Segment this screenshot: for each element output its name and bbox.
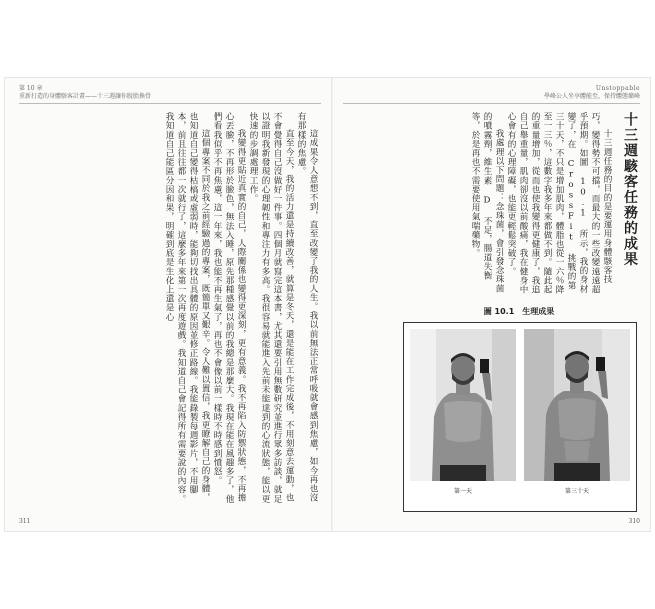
book-spread xyxy=(5,78,650,531)
figure-number: 圖 10.1 xyxy=(483,307,515,316)
paragraph: 直至今天，我的活力還是持續改善，就算是冬天，還是能在工作完成後，不用刻意去運動，也不會覺得自己沒做好一件事。四個月就寫完這本書，尤其還要引用無數研究並進行眾多訪談，就足以證明我新發現的心理韌性和專注力有多高。我很容易就能進入先前未能達到的心流狀態，能以更快速的步調處理工作。 xyxy=(248,112,294,504)
right-page xyxy=(333,78,650,531)
paragraph: 我處理以下問題：念珠菌，會引發念珠菌的噴霧劑，維生素 D 不足，腸道失衡等，於是再也不需要使用氣喘藥物。 xyxy=(470,112,504,293)
photo-label-before: 第一天 xyxy=(453,488,472,495)
header-rule xyxy=(343,103,640,104)
figure-caption xyxy=(395,306,643,317)
paragraph: 這成果令人意想不到，直至改變了我的人生。我以前無法正常呼吸就會感到焦慮，如今再也沒有那樣的焦慮。 xyxy=(296,112,318,503)
left-body-text xyxy=(19,112,319,508)
figure-frame xyxy=(403,322,637,512)
photo-after xyxy=(524,329,630,481)
header-rule xyxy=(19,103,321,104)
paragraph: 十三週任務的目的是要運用身體駭客技巧，變得勢不可擋，而最大的一些改變遠遠超乎預期。如圖 10.1 所示，我的身材變了，在 CrossFit 挑戰的第三十天，不只是增加肌肉，體脂也從一六％降至一三％，這數字我多年來都做不到。隨此起的重量增加，從而也使我變得更健康了，我追自己舉重量，肌肉卻沒以前酸痛，我在健身中心會有的心理障礙，也能更輕鬆突破了。 xyxy=(506,112,612,294)
chapter-subtitle: 重新打造的身體駭客計畫——十三週讓你脫胎換骨 xyxy=(19,93,152,100)
left-page xyxy=(5,78,331,531)
figure-title: 生理成果 xyxy=(522,307,555,316)
figure xyxy=(395,306,643,522)
page-number: 310 xyxy=(628,518,640,525)
section-heading: 十三週駭客任務的成果 xyxy=(622,112,638,267)
page-number: 311 xyxy=(19,518,31,525)
right-body-text xyxy=(343,112,641,298)
book-title: Unstoppable xyxy=(595,85,640,92)
photo-label-after: 第三十天 xyxy=(564,488,589,495)
book-subtitle: 學峰公人坐享體能至，保持體態巔峰 xyxy=(543,93,640,100)
paragraph: 我變得更貼近真實的自己，人際關係也變得更深刻，更有意義。我不再陷入防禦狀態，不再擔心丟臉，不再形於臉色，無法入睡，原先那種感覺以前的我總是那麼大。我現在能在風趣多了，他們看我似乎不再焦慮，這一年來，我也能不再生氣了，再也不會像以前一樣時不時感到憤怒。 xyxy=(212,112,246,504)
chapter-label: 第 10 章 xyxy=(19,85,43,92)
paragraph: 這個專案不同於我之前經驗過的專案，既簡單又艱辛。令人難以置信，我更瞭解自己的身體，也知道自己變得枯槁或虛弱時，能夠切找出具體的原因並修正路線。我能錄製每週影片，不用腳本，前且往往都一次就行了，這麼多年來第一次再度遊戲。我知道自己會記得所有需要說的內容。我知道自己能區分因和果，明確到底是生化上還是心 xyxy=(164,112,210,504)
photo-before xyxy=(410,329,516,481)
